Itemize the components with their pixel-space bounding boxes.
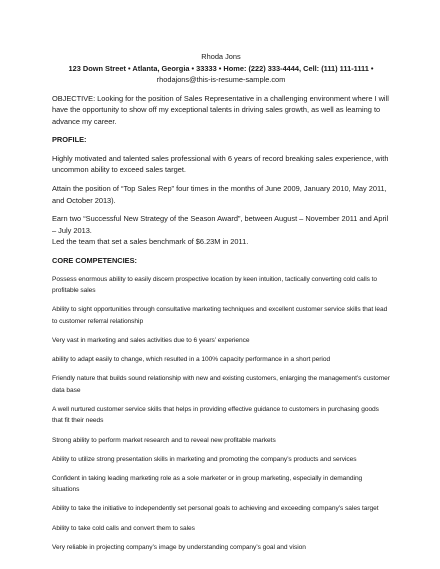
competency-item: Confident in taking leading marketing role as a sole marketer or in group marketing, especially in demanding situations	[52, 474, 363, 494]
resume-header	[52, 51, 390, 86]
competency-item: Ability to utilize strong presentation skills in marketing and promoting the company’s products and services	[52, 455, 357, 463]
competencies-heading: CORE COMPETENCIES:	[52, 256, 137, 266]
contact-line: 123 Down Street • Atlanta, Georgia • 33333 • Home: (222) 333-4444, Cell: (111) 111-1111 •	[68, 63, 374, 73]
competency-item: Very vast in marketing and sales activities due to 6 years’ experience	[52, 337, 250, 344]
competency-item: Strong ability to perform market research and to reveal new profitable markets	[52, 436, 276, 444]
competency-item: Possess enormous ability to easily discern prospective location by keen intuition, tactically converting cold calls to profitable sales	[52, 275, 378, 295]
competencies-list	[52, 274, 390, 554]
candidate-name: Rhoda Jons	[201, 52, 241, 61]
competency-item: Ability to take the initiative to independently set personal goals to achieving and exceeding company’s sales target	[52, 505, 379, 513]
competency-item: Ability to take cold calls and convert them to sales	[52, 524, 195, 532]
objective-paragraph: OBJECTIVE: Looking for the position of Sales Representative in a challenging environment where I will have the opportunity to show off my exceptional talents in driving sales growth, as well as learning to advance my career.	[52, 93, 389, 126]
competency-item: A well nurtured customer service skills that helps in providing effective guidance to customers in purchasing goods that fit their needs	[52, 405, 379, 425]
profile-heading: PROFILE:	[52, 135, 87, 145]
competency-item: Very reliable in projecting company’s image by understanding company’s goal and vision	[52, 543, 306, 551]
competency-item: Friendly nature that builds sound relationship with new and existing customers, enlarging the management’s customer data base	[52, 375, 390, 394]
profile-item: Led the team that set a sales benchmark of $6.23M in 2011.	[52, 237, 249, 247]
competency-item: Ability to sight opportunities through consultative marketing techniques and excellent customer service skills that lead to customer referral relationship	[52, 306, 388, 325]
profile-item: Earn two “Successful New Strategy of the Season Award”, between August – November 2011 and April – July 2013.	[52, 214, 389, 235]
profile-item: Highly motivated and talented sales professional with 6 years of record breaking sales experience, with uncommon ability to exceed sales target.	[52, 153, 389, 175]
email-address: rhodajons@this-is-resume-sample.com	[156, 75, 286, 84]
profile-item: Attain the position of “Top Sales Rep” four times in the months of June 2009, January 2010, May 2011, and October 2013).	[52, 184, 387, 205]
competency-item: ability to adapt easily to change, which resulted in a 100% capacity performance in a short period	[52, 356, 331, 364]
